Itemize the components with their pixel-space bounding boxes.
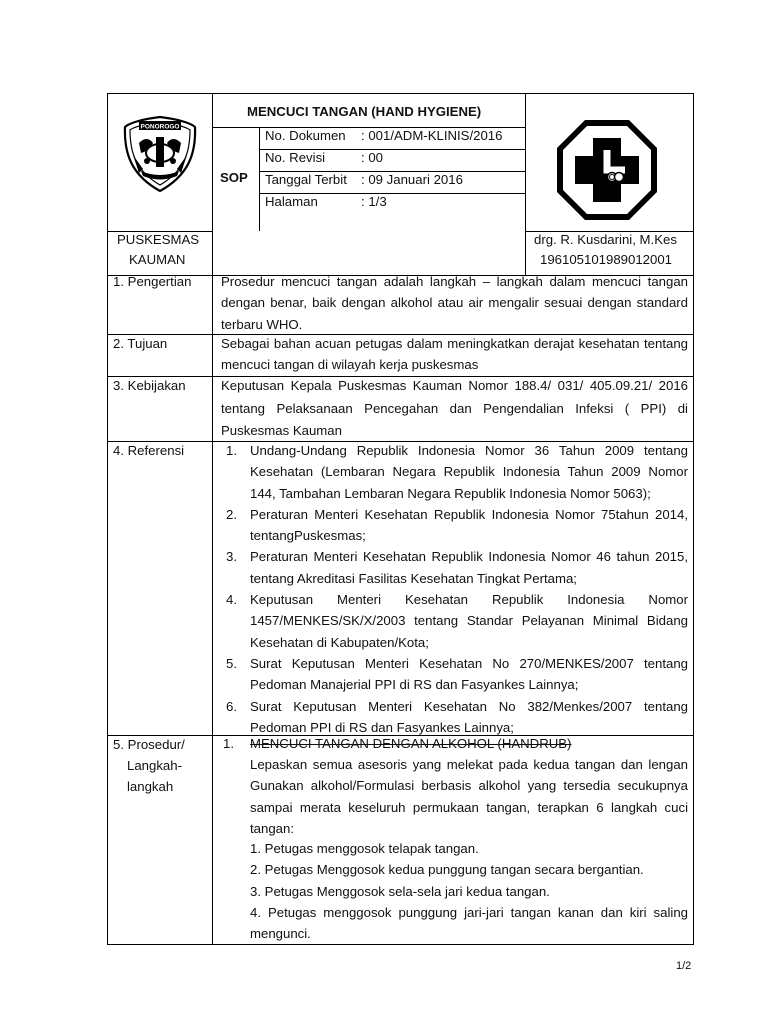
list-item: [226, 653, 688, 696]
sop-document: [107, 93, 694, 945]
list-number: 1.: [226, 443, 237, 458]
list-item: [226, 504, 688, 547]
meta-label: Tanggal Terbit: [265, 172, 347, 187]
list-item: [226, 440, 688, 504]
list-item: 2. Petugas Menggosok kedua punggung tangan secara bergantian.: [250, 862, 644, 878]
ponorogo-crest-icon: [119, 113, 201, 195]
meta-label: Halaman: [265, 194, 318, 209]
section-label: 1. Pengertian: [113, 274, 192, 289]
procedure-intro: Lepaskan semua asesoris yang melekat pada kedua tangan dan lengan Gunakan alkohol/Formulasi berbasis alkohol yang tersedia secukupnya sampai merata keseluruh permukaan tangan, terapkan 6 langkah cuci tangan:: [250, 757, 688, 836]
list-item: [226, 589, 688, 653]
list-item: 1. Petugas menggosok telapak tangan.: [250, 841, 479, 856]
meta-value: : 00: [361, 150, 383, 165]
head-nip: 196105101989012001: [540, 252, 673, 267]
list-item: 4. Petugas menggosok punggung jari-jari tangan kanan dan kiri saling mengunci.: [250, 904, 688, 942]
org-name: KAUMAN: [129, 252, 186, 267]
list-text: Peraturan Menteri Kesehatan Republik Indonesia Nomor 75tahun 2014, tentangPuskesmas;: [250, 506, 688, 544]
list-text: Surat Keputusan Menteri Kesehatan No 270/MENKES/2007 tentang Pedoman Manajerial PPI di RS dan Fasyankes Lainnya;: [250, 655, 688, 693]
puskesmas-logo-icon: [555, 118, 659, 222]
section-text: Sebagai bahan acuan petugas dalam meningkatkan derajat kesehatan tentang mencuci tangan di wilayah kerja puskesmas: [221, 336, 688, 373]
divider: [259, 127, 260, 231]
list-text: Keputusan Menteri Kesehatan Republik Indonesia Nomor 1457/MENKES/SK/X/2003 tentang Standar Pelayanan Minimal Bidang Kesehatan di Kabupaten/Kota;: [250, 592, 688, 650]
section-label: 2. Tujuan: [113, 336, 168, 351]
list-text: Undang-Undang Republik Indonesia Nomor 36 Tahun 2009 tentang Kesehatan (Lembaran Negara Republik Indonesia Tahun 2009 Nomor 144, Tambahan Lembaran Negara Republik Indonesia Nomor 5063);: [250, 443, 688, 501]
procedure-heading: MENCUCI TANGAN DENGAN ALKOHOL (HANDRUB): [250, 736, 572, 751]
divider: [212, 93, 213, 945]
list-item: 3. Petugas Menggosok sela-sela jari kedua tangan.: [250, 883, 550, 899]
section-label: 3. Kebijakan: [113, 378, 186, 393]
list-number: 4.: [226, 592, 237, 608]
reference-list: [226, 440, 688, 738]
list-number: 2.: [226, 506, 237, 522]
meta-value: : 001/ADM-KLINIS/2016: [361, 128, 503, 143]
divider: [525, 93, 526, 275]
list-item: [226, 696, 688, 739]
list-text: Peraturan Menteri Kesehatan Republik Indonesia Nomor 46 tahun 2015, tentang Akreditasi Fasilitas Kesehatan Tingkat Pertama;: [250, 549, 688, 586]
section-label: 4. Referensi: [113, 443, 185, 458]
list-number: 6.: [226, 698, 237, 714]
meta-label: No. Dokumen: [265, 128, 346, 143]
section-text: Prosedur mencuci tangan adalah langkah – langkah dalam mencuci tangan dengan benar, baik dengan alkohol atau air mengalir sesuai dengan standard terbaru WHO.: [221, 274, 688, 332]
crest-banner-label: PONOROGO: [140, 123, 180, 131]
list-number: 3.: [226, 549, 237, 565]
procedure-steps: [250, 838, 688, 944]
section-label: Langkah-: [127, 758, 182, 773]
list-number: 5.: [226, 655, 237, 671]
section-text: Keputusan Kepala Puskesmas Kauman Nomor 188.4/ 031/ 405.09.21/ 2016 tentang Pelaksanaan Pencegahan dan Pengendalian Infeksi ( PPI) di Puskesmas Kauman: [221, 378, 688, 438]
sop-label: SOP: [220, 170, 248, 185]
procedure-number: 1.: [223, 736, 234, 751]
meta-value: : 1/3: [361, 194, 387, 209]
head-name: drg. R. Kusdarini, M.Kes: [534, 232, 677, 247]
meta-value: : 09 Januari 2016: [361, 172, 463, 187]
org-name: PUSKESMAS: [117, 232, 200, 247]
section-label: 5. Prosedur/: [113, 737, 185, 752]
document-title: MENCUCI TANGAN (HAND HYGIENE): [247, 104, 482, 119]
section-label: langkah: [127, 779, 174, 794]
list-item: [226, 546, 688, 589]
list-text: Surat Keputusan Menteri Kesehatan No 382/Menkes/2007 tentang Pedoman PPI di RS dan Fasyankes Lainnya;: [250, 698, 688, 735]
page-number: 1/2: [676, 960, 692, 972]
meta-label: No. Revisi: [265, 150, 326, 165]
